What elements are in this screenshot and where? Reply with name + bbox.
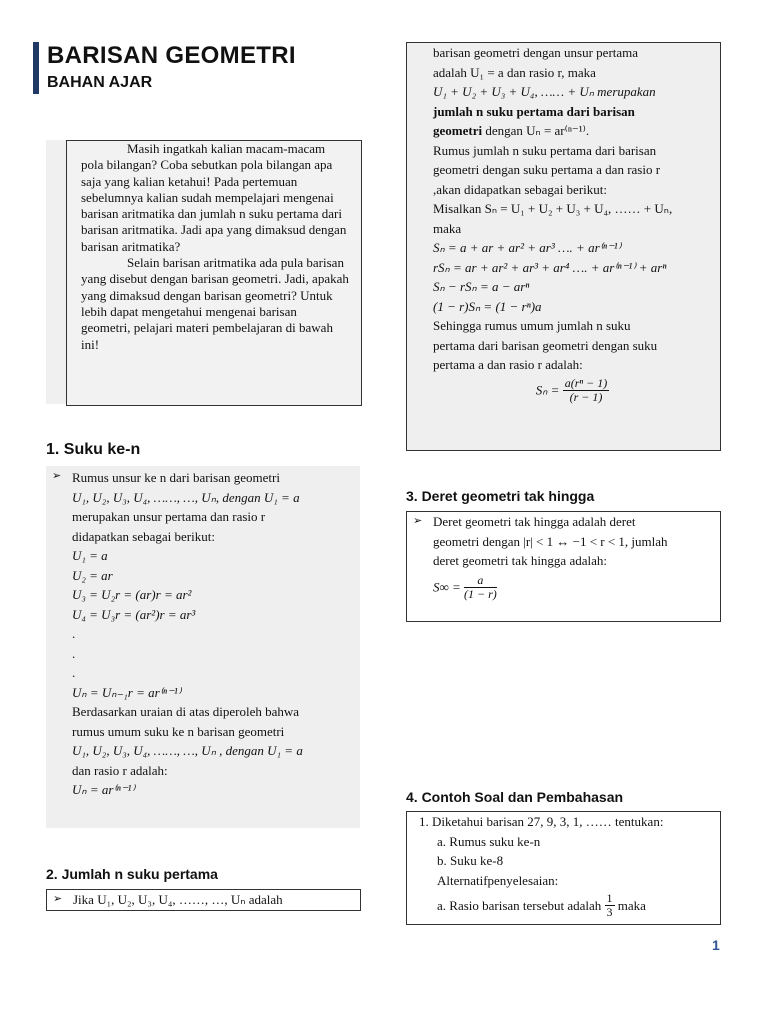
rt-line: dengan Uₙ = ar⁽ⁿ⁻¹⁾. bbox=[482, 123, 590, 138]
section-3-heading: 3. Deret geometri tak hingga bbox=[406, 488, 595, 504]
section-4-heading: 4. Contoh Soal dan Pembahasan bbox=[406, 789, 624, 805]
rt-line: Misalkan Sₙ = U₁ + U₂ + U₃ + U₄, …… + Uₙ, bbox=[433, 201, 673, 216]
infinite-sum-lhs: S∞ = bbox=[433, 579, 461, 594]
intro-paragraph-2: Selain barisan aritmatika ada pula barisan yang disebut dengan barisan geometri. Jadi, apakah yang dimaksud dengan barisan geometri? Untuk lebih dapat mengetahui mengenai barisan geometri, pelajari materi pembelajaran di bawah ini! bbox=[81, 255, 349, 352]
s4-sub-item: a. Rumus suku ke-n bbox=[437, 833, 541, 849]
rt-line-bold: jumlah n suku pertama dari barisan bbox=[433, 103, 635, 119]
s1-formula: U₁ = a bbox=[72, 548, 108, 563]
s1-line: U₁, U₂, U₃, U₄, ……, …, Uₙ , dengan U₁ = a bbox=[72, 743, 303, 758]
section-2-box bbox=[46, 889, 361, 911]
s4-answer-text: a. Rasio barisan tersebut adalah bbox=[437, 897, 602, 913]
sum-formula-fraction bbox=[563, 377, 610, 404]
rt-line: pertama a dan rasio r adalah: bbox=[433, 357, 583, 372]
s1-formula: Uₙ = Uₙ₋₁r = ar⁽ⁿ⁻¹⁾ bbox=[72, 684, 181, 700]
s1-line: dan rasio r adalah: bbox=[72, 762, 168, 778]
rt-line: ,akan didapatkan sebagai berikut: bbox=[433, 181, 607, 197]
infinite-sum-fraction bbox=[464, 574, 497, 601]
s2-line: Jika U₁, U₂, U₃, U₄, ……, …, Uₙ adalah bbox=[73, 892, 283, 907]
s1-dot: . bbox=[72, 645, 76, 661]
page-subtitle: BAHAN AJAR bbox=[47, 74, 153, 91]
s1-dot: . bbox=[72, 626, 76, 641]
s1-line: Berdasarkan uraian di atas diperoleh bahwa bbox=[72, 704, 300, 719]
rt-line: adalah U₁ = a dan rasio r, maka bbox=[433, 64, 596, 80]
s3-line: Deret geometri tak hingga adalah deret bbox=[433, 514, 636, 529]
s1-line: rumus umum suku ke n barisan geometri bbox=[72, 723, 285, 739]
s4-fraction-numerator: 1 bbox=[606, 891, 613, 905]
s1-dot: . bbox=[72, 665, 76, 680]
section-3-box bbox=[406, 511, 721, 622]
s4-line: Alternatifpenyelesaian: bbox=[437, 872, 559, 888]
arrow-bullet-icon: ➢ bbox=[413, 515, 423, 527]
rt-line: U₁ + U₂ + U₃ + U₄, …… + Uₙ merupakan bbox=[433, 84, 656, 99]
page-title: BARISAN GEOMETRI bbox=[47, 42, 296, 69]
sum-formula bbox=[433, 377, 712, 404]
s4-fraction-denominator: 3 bbox=[606, 905, 613, 919]
intro-box bbox=[66, 140, 362, 406]
s1-line: U₁, U₂, U₃, U₄, ……, …, Uₙ, dengan U₁ = a bbox=[72, 489, 300, 505]
s3-line: geometri dengan |r| < 1 ↔ −1 < r < 1, jumlah bbox=[433, 533, 668, 549]
intro-paragraph-1: Masih ingatkah kalian macam-macam pola bilangan? Coba sebutkan pola bilangan apa saja yang kalian ketahui! Pada pertemuan sebelumnya kalian sudah mempelajari mengenai barisan aritmatika dan jumlah n suku pertama dari barisan aritmatika. Jadi apa yang dimaksud dengan barisan aritmatika? bbox=[81, 141, 347, 254]
s1-formula: U₂ = ar bbox=[72, 567, 113, 583]
s1-line: Rumus unsur ke n dari barisan geometri bbox=[72, 470, 280, 485]
s4-answer-text: maka bbox=[617, 897, 646, 913]
rt-line: geometri dengan suku pertama a dan rasio r bbox=[433, 162, 661, 177]
section-1-box bbox=[46, 466, 360, 828]
s1-formula: Uₙ = ar⁽ⁿ⁻¹⁾ bbox=[72, 782, 135, 797]
rt-line: Sehingga rumus umum jumlah n suku bbox=[433, 318, 631, 333]
sum-formula-lhs: Sₙ = bbox=[535, 382, 560, 397]
arrow-bullet-icon: ➢ bbox=[53, 893, 63, 905]
s1-formula: U₄ = U₃r = (ar²)r = ar³ bbox=[72, 606, 196, 622]
s1-line: didapatkan sebagai berikut: bbox=[72, 528, 215, 544]
sum-formula-denominator: (r − 1) bbox=[569, 389, 603, 404]
section-1-heading: 1. Suku ke-n bbox=[46, 441, 141, 458]
s4-answer-line bbox=[419, 892, 712, 919]
s4-sub-item: b. Suku ke-8 bbox=[437, 853, 504, 868]
rt-formula: Sₙ − rSₙ = a − arⁿ bbox=[433, 279, 530, 294]
page-number: 1 bbox=[712, 937, 720, 953]
arrow-bullet-icon: ➢ bbox=[52, 470, 62, 482]
infinite-sum-denominator: (1 − r) bbox=[464, 586, 497, 601]
rt-line-bold: geometri bbox=[433, 123, 483, 138]
s4-answer-fraction bbox=[605, 892, 615, 919]
rt-line: pertama dari barisan geometri dengan suku bbox=[433, 337, 658, 353]
infinite-sum-formula bbox=[433, 574, 712, 601]
section-2-heading: 2. Jumlah n suku pertama bbox=[46, 866, 218, 882]
s1-line: merupakan unsur pertama dan rasio r bbox=[72, 509, 266, 524]
s3-line: deret geometri tak hingga adalah: bbox=[433, 553, 607, 568]
title-accent-bar bbox=[33, 42, 39, 94]
s4-line: 1. Diketahui barisan 27, 9, 3, 1, …… tentukan: bbox=[419, 814, 664, 829]
rt-line: barisan geometri dengan unsur pertama bbox=[433, 45, 639, 60]
rt-line: maka bbox=[433, 220, 462, 236]
rt-formula: Sₙ = a + ar + ar² + ar³ …. + ar⁽ⁿ⁻¹⁾ bbox=[433, 240, 621, 255]
sum-formula-numerator: a(rⁿ − 1) bbox=[564, 375, 608, 390]
rt-formula: rSₙ = ar + ar² + ar³ + ar⁴ …. + ar⁽ⁿ⁻¹⁾ + arⁿ bbox=[433, 259, 667, 275]
infinite-sum-numerator: a bbox=[464, 574, 497, 588]
section-4-box bbox=[406, 811, 721, 925]
s1-formula: U₃ = U₂r = (ar)r = ar² bbox=[72, 587, 192, 602]
rt-line: Rumus jumlah n suku pertama dari barisan bbox=[433, 142, 657, 158]
sum-formula-box bbox=[406, 42, 721, 451]
rt-formula: (1 − r)Sₙ = (1 − rⁿ)a bbox=[433, 298, 542, 314]
